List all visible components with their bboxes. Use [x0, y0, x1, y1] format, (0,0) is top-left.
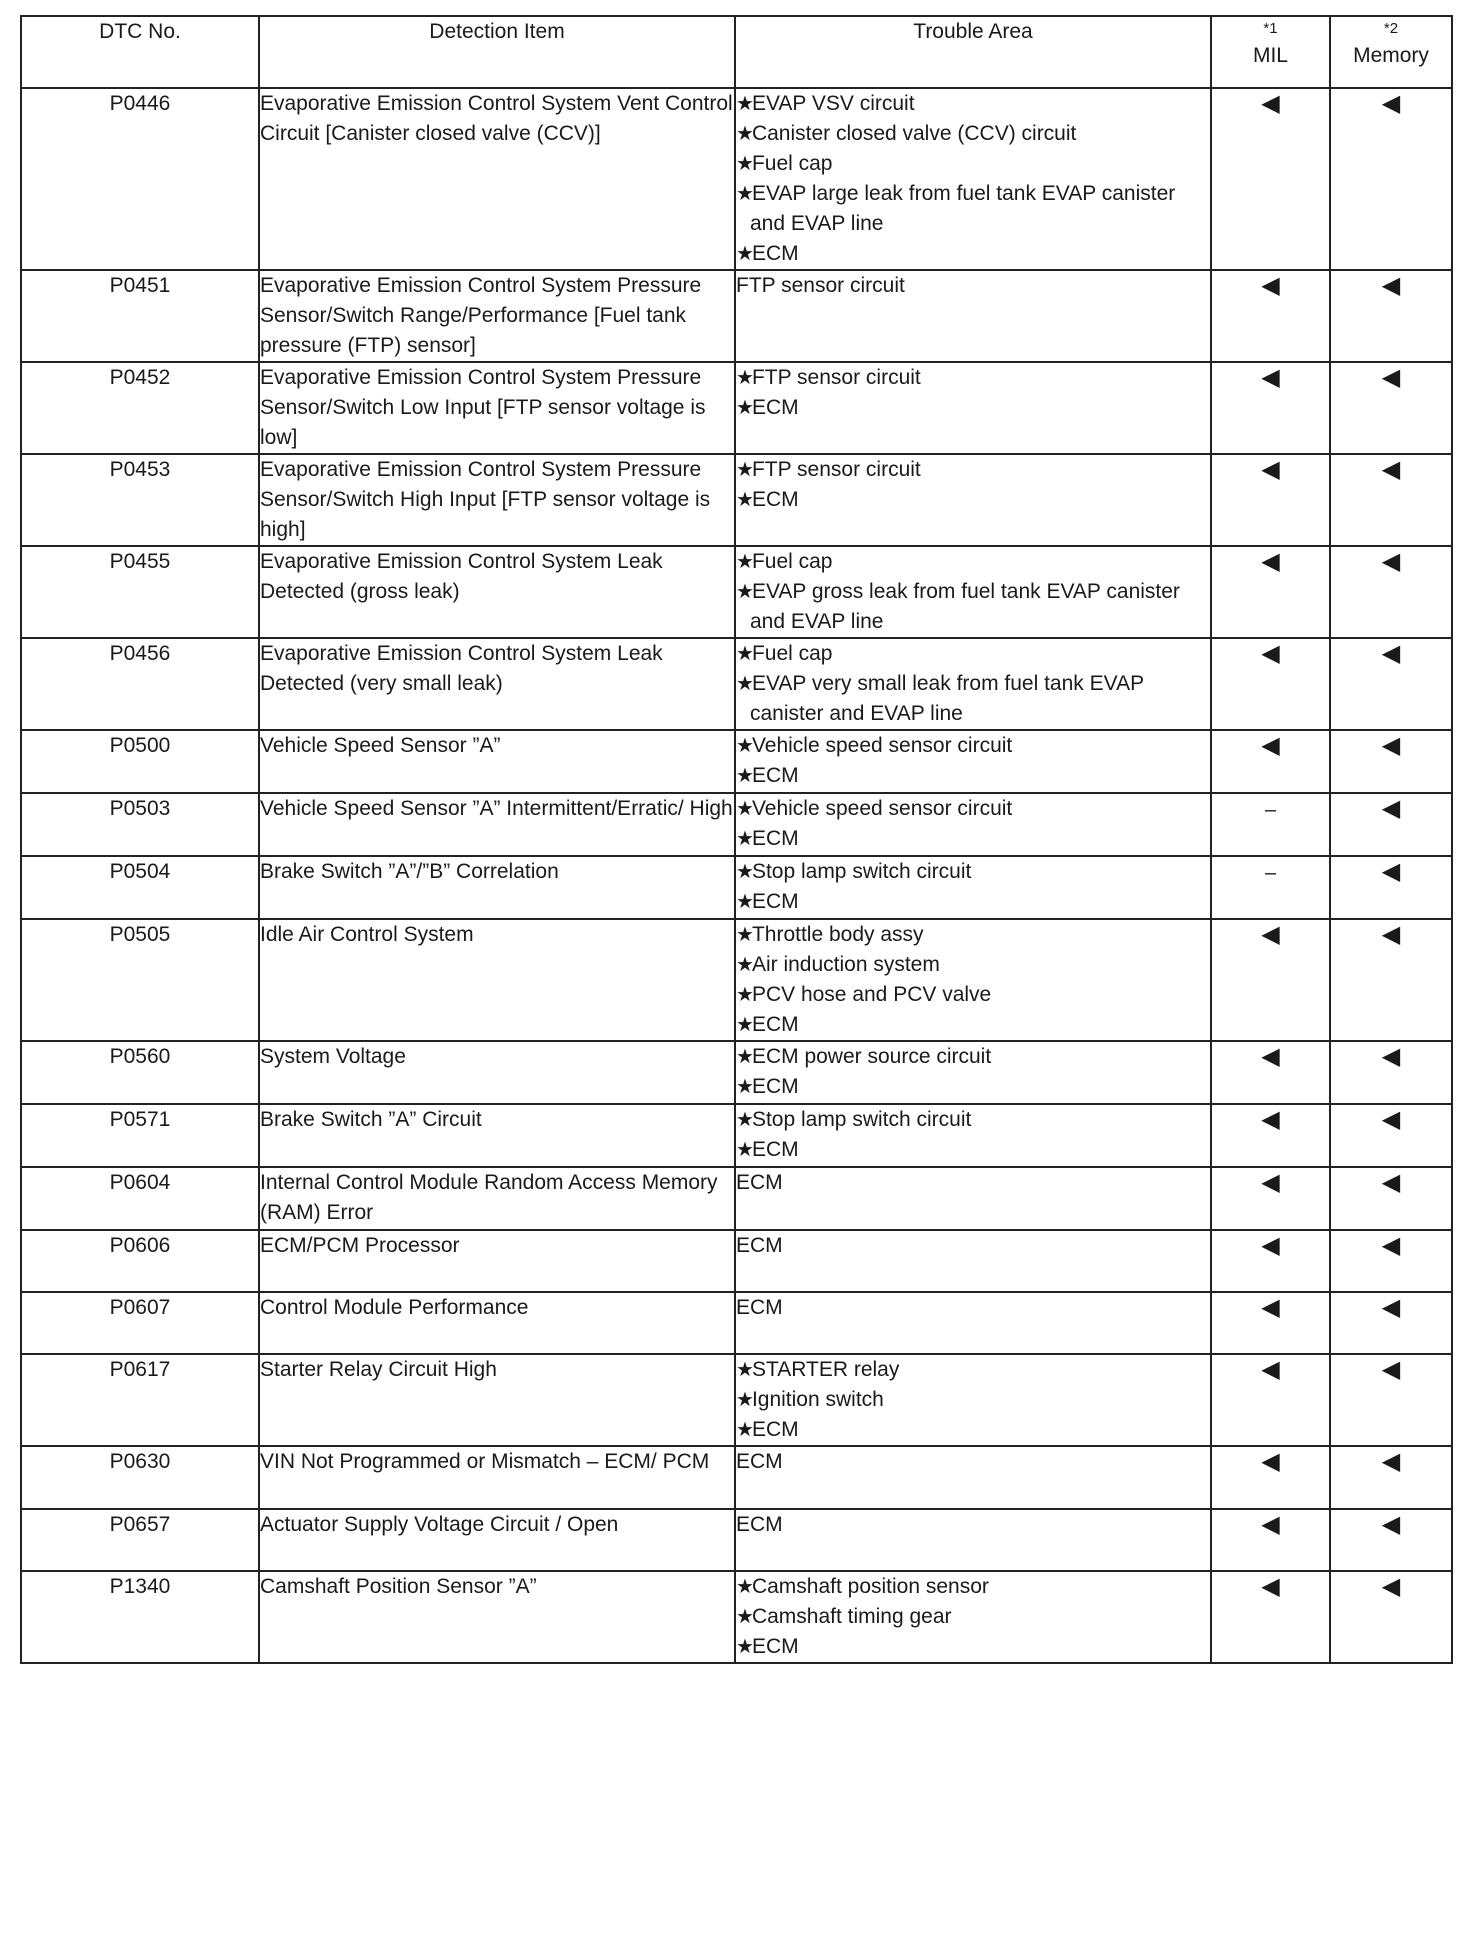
memory-indicator-icon [1330, 1292, 1452, 1354]
table-row [21, 919, 1452, 1041]
star-bullet-icon: ★ [736, 243, 750, 265]
trouble-area [735, 1571, 1211, 1663]
trouble-area-text: ECM [736, 1513, 783, 1536]
trouble-area-text: ECM [736, 1450, 783, 1473]
mil-indicator-icon [1211, 1446, 1330, 1509]
trouble-area [735, 1104, 1211, 1167]
memory-indicator-icon [1330, 1104, 1452, 1167]
table-row [21, 856, 1452, 919]
dtc-code: P0451 [21, 270, 259, 362]
left-triangle-icon: ◀ [1381, 1106, 1401, 1133]
trouble-area-item [736, 857, 1210, 887]
trouble-area [735, 856, 1211, 919]
trouble-area-text: FTP sensor circuit [736, 274, 905, 297]
trouble-area [735, 1292, 1211, 1354]
memory-indicator-icon [1330, 1509, 1452, 1571]
trouble-area-text: Air induction system [751, 953, 940, 976]
trouble-area-item [736, 271, 1210, 301]
memory-indicator-icon [1330, 1354, 1452, 1446]
trouble-area-text: ECM [751, 1013, 799, 1036]
mil-indicator-icon [1211, 1167, 1330, 1230]
memory-indicator-icon [1330, 730, 1452, 793]
trouble-area [735, 454, 1211, 546]
trouble-area-text: ECM [736, 1234, 783, 1257]
left-triangle-icon: ◀ [1381, 1294, 1401, 1321]
left-triangle-icon: ◀ [1261, 1169, 1280, 1196]
left-triangle-icon: ◀ [1261, 548, 1280, 575]
header-trouble-area: Trouble Area [735, 16, 1211, 88]
trouble-area-text: Ignition switch [751, 1388, 884, 1411]
mil-indicator-icon [1211, 1509, 1330, 1571]
table-row [21, 88, 1452, 270]
dtc-code: P0560 [21, 1041, 259, 1104]
trouble-area [735, 793, 1211, 856]
mil-indicator-icon [1211, 270, 1330, 362]
left-triangle-icon: ◀ [1261, 90, 1280, 117]
mil-indicator-icon [1211, 919, 1330, 1041]
left-triangle-icon: ◀ [1261, 732, 1280, 759]
table-row [21, 1509, 1452, 1571]
left-triangle-icon: ◀ [1381, 90, 1401, 117]
trouble-area-item [736, 1105, 1210, 1135]
memory-indicator-icon [1330, 1571, 1452, 1663]
star-bullet-icon: ★ [736, 735, 750, 757]
memory-indicator-icon [1330, 88, 1452, 270]
trouble-area-item [736, 1447, 1210, 1477]
left-triangle-icon: ◀ [1381, 1448, 1401, 1475]
trouble-area [735, 1509, 1211, 1571]
star-bullet-icon: ★ [736, 1606, 750, 1628]
left-triangle-icon: ◀ [1261, 1573, 1280, 1600]
detection-item: Brake Switch ”A”/”B” Correlation [259, 856, 735, 919]
memory-indicator-icon [1330, 1230, 1452, 1292]
trouble-area-text: ECM [751, 827, 799, 850]
star-bullet-icon: ★ [736, 1046, 750, 1068]
trouble-area-item [736, 1355, 1210, 1385]
detection-item: Vehicle Speed Sensor ”A” [259, 730, 735, 793]
star-bullet-icon: ★ [736, 397, 750, 419]
mil-indicator-icon [1211, 730, 1330, 793]
trouble-area-item [736, 363, 1210, 393]
dtc-code: P0453 [21, 454, 259, 546]
star-bullet-icon: ★ [736, 1419, 750, 1441]
table-body [21, 88, 1452, 1663]
trouble-area-text: Camshaft position sensor [751, 1575, 989, 1598]
trouble-area-text: ECM [751, 1075, 799, 1098]
trouble-area-text: ECM [751, 1138, 799, 1161]
star-bullet-icon: ★ [736, 1636, 750, 1658]
star-bullet-icon: ★ [736, 1076, 750, 1098]
mil-indicator-icon [1211, 88, 1330, 270]
star-bullet-icon: ★ [736, 93, 750, 115]
trouble-area-item [736, 887, 1210, 917]
trouble-area-item [736, 393, 1210, 423]
dtc-code: P0456 [21, 638, 259, 730]
mil-footnote-marker: *1 [1263, 20, 1278, 37]
memory-indicator-icon [1330, 454, 1452, 546]
left-triangle-icon: ◀ [1381, 456, 1401, 483]
trouble-area-text: ECM [751, 1635, 799, 1658]
star-bullet-icon: ★ [736, 183, 750, 205]
trouble-area-item [736, 669, 1210, 729]
left-triangle-icon: ◀ [1381, 1356, 1401, 1383]
mil-indicator-icon [1211, 1230, 1330, 1292]
trouble-area [735, 1041, 1211, 1104]
trouble-area-text: Vehicle speed sensor circuit [751, 734, 1013, 757]
mil-not-applicable-dash [1211, 793, 1330, 856]
trouble-area-item [736, 119, 1210, 149]
dtc-code: P0617 [21, 1354, 259, 1446]
trouble-area [735, 1446, 1211, 1509]
detection-item: ECM/PCM Processor [259, 1230, 735, 1292]
detection-item: Evaporative Emission Control System Pressure Sensor/Switch Range/Performance [Fuel tank pressure (FTP) sensor] [259, 270, 735, 362]
trouble-area-item [736, 731, 1210, 761]
trouble-area-item [736, 1572, 1210, 1602]
trouble-area [735, 1230, 1211, 1292]
trouble-area-item [736, 89, 1210, 119]
trouble-area [735, 1354, 1211, 1446]
memory-indicator-icon [1330, 793, 1452, 856]
trouble-area-item [736, 761, 1210, 791]
mil-indicator-icon [1211, 1292, 1330, 1354]
dtc-code: P0452 [21, 362, 259, 454]
trouble-area [735, 730, 1211, 793]
star-bullet-icon: ★ [736, 828, 750, 850]
trouble-area-item [736, 239, 1210, 269]
left-triangle-icon: ◀ [1381, 1511, 1401, 1538]
trouble-area-item [736, 920, 1210, 950]
header-detection-item: Detection Item [259, 16, 735, 88]
star-bullet-icon: ★ [736, 891, 750, 913]
header-mil [1211, 16, 1330, 88]
star-bullet-icon: ★ [736, 581, 750, 603]
left-triangle-icon: ◀ [1261, 364, 1280, 391]
dtc-table [20, 15, 1453, 1664]
mil-not-applicable-dash [1211, 856, 1330, 919]
star-bullet-icon: ★ [736, 798, 750, 820]
trouble-area-text: Fuel cap [751, 642, 833, 665]
trouble-area [735, 919, 1211, 1041]
table-row [21, 362, 1452, 454]
star-bullet-icon: ★ [736, 643, 750, 665]
trouble-area-item [736, 950, 1210, 980]
left-triangle-icon: ◀ [1381, 1043, 1401, 1070]
header-memory [1330, 16, 1452, 88]
trouble-area-item [736, 1135, 1210, 1165]
trouble-area-text: ECM [751, 396, 799, 419]
left-triangle-icon: ◀ [1261, 1294, 1280, 1321]
star-bullet-icon: ★ [736, 489, 750, 511]
star-bullet-icon: ★ [736, 861, 750, 883]
trouble-area-item [736, 149, 1210, 179]
star-bullet-icon: ★ [736, 1014, 750, 1036]
left-triangle-icon: ◀ [1381, 732, 1401, 759]
detection-item: Evaporative Emission Control System Leak Detected (gross leak) [259, 546, 735, 638]
memory-label: Memory [1353, 44, 1429, 67]
star-bullet-icon: ★ [736, 1576, 750, 1598]
trouble-area-item [736, 179, 1210, 239]
trouble-area-text: ECM [736, 1171, 783, 1194]
dtc-code: P0500 [21, 730, 259, 793]
left-triangle-icon: ◀ [1381, 795, 1401, 822]
memory-indicator-icon [1330, 546, 1452, 638]
mil-indicator-icon [1211, 546, 1330, 638]
memory-indicator-icon [1330, 362, 1452, 454]
trouble-area-text: STARTER relay [751, 1358, 900, 1381]
table-row [21, 546, 1452, 638]
table-row [21, 1041, 1452, 1104]
detection-item: Evaporative Emission Control System Leak Detected (very small leak) [259, 638, 735, 730]
star-bullet-icon: ★ [736, 1359, 750, 1381]
trouble-area-item [736, 639, 1210, 669]
left-triangle-icon: ◀ [1261, 272, 1280, 299]
dash-icon: – [1264, 862, 1277, 884]
trouble-area-text: PCV hose and PCV valve [751, 983, 992, 1006]
detection-item: Evaporative Emission Control System Vent Control Circuit [Canister closed valve (CCV)] [259, 88, 735, 270]
left-triangle-icon: ◀ [1261, 1356, 1280, 1383]
left-triangle-icon: ◀ [1261, 1511, 1280, 1538]
table-row [21, 1230, 1452, 1292]
star-bullet-icon: ★ [736, 673, 750, 695]
trouble-area-item [736, 1293, 1210, 1323]
mil-indicator-icon [1211, 1571, 1330, 1663]
star-bullet-icon: ★ [736, 153, 750, 175]
memory-indicator-icon [1330, 270, 1452, 362]
trouble-area-text: EVAP very small leak from fuel tank EVAP canister and EVAP line [750, 672, 1144, 725]
dash-icon: – [1264, 799, 1277, 821]
trouble-area-text: Camshaft timing gear [751, 1605, 952, 1628]
left-triangle-icon: ◀ [1261, 1106, 1280, 1133]
trouble-area-text: Vehicle speed sensor circuit [751, 797, 1013, 820]
trouble-area-text: EVAP large leak from fuel tank EVAP canister and EVAP line [750, 182, 1176, 235]
table-row [21, 1571, 1452, 1663]
memory-indicator-icon [1330, 919, 1452, 1041]
trouble-area-text: EVAP gross leak from fuel tank EVAP canister and EVAP line [750, 580, 1180, 633]
trouble-area-text: ECM [751, 764, 799, 787]
left-triangle-icon: ◀ [1381, 548, 1401, 575]
table-row [21, 1167, 1452, 1230]
left-triangle-icon: ◀ [1381, 1573, 1401, 1600]
trouble-area-item [736, 824, 1210, 854]
detection-item: VIN Not Programmed or Mismatch – ECM/ PCM [259, 1446, 735, 1509]
detection-item: Brake Switch ”A” Circuit [259, 1104, 735, 1167]
trouble-area-text: EVAP VSV circuit [751, 92, 915, 115]
table-row [21, 1104, 1452, 1167]
trouble-area-text: ECM power source circuit [751, 1045, 992, 1068]
left-triangle-icon: ◀ [1381, 921, 1401, 948]
trouble-area [735, 1167, 1211, 1230]
mil-indicator-icon [1211, 1041, 1330, 1104]
dtc-code: P0606 [21, 1230, 259, 1292]
trouble-area-item [736, 1385, 1210, 1415]
trouble-area-text: ECM [751, 1418, 799, 1441]
star-bullet-icon: ★ [736, 123, 750, 145]
star-bullet-icon: ★ [736, 765, 750, 787]
trouble-area-text: ECM [736, 1296, 783, 1319]
dtc-code: P0503 [21, 793, 259, 856]
left-triangle-icon: ◀ [1261, 1448, 1280, 1475]
trouble-area-text: ECM [751, 890, 799, 913]
mil-label: MIL [1252, 44, 1288, 67]
star-bullet-icon: ★ [736, 924, 750, 946]
trouble-area-item [736, 1510, 1210, 1540]
trouble-area-text: Stop lamp switch circuit [751, 1108, 972, 1131]
trouble-area-item [736, 794, 1210, 824]
detection-item: Starter Relay Circuit High [259, 1354, 735, 1446]
trouble-area-item [736, 577, 1210, 637]
table-header-row [21, 16, 1452, 88]
star-bullet-icon: ★ [736, 1389, 750, 1411]
table-row [21, 454, 1452, 546]
left-triangle-icon: ◀ [1381, 640, 1401, 667]
detection-item: System Voltage [259, 1041, 735, 1104]
detection-item: Camshaft Position Sensor ”A” [259, 1571, 735, 1663]
memory-footnote-marker: *2 [1383, 20, 1399, 37]
header-dtc-no: DTC No. [21, 16, 259, 88]
trouble-area-item [736, 980, 1210, 1010]
detection-item: Actuator Supply Voltage Circuit / Open [259, 1509, 735, 1571]
dtc-code: P0571 [21, 1104, 259, 1167]
trouble-area-item [736, 1042, 1210, 1072]
table-row [21, 638, 1452, 730]
trouble-area-item [736, 1632, 1210, 1662]
trouble-area-text: Canister closed valve (CCV) circuit [751, 122, 1077, 145]
detection-item: Evaporative Emission Control System Pressure Sensor/Switch Low Input [FTP sensor voltage is low] [259, 362, 735, 454]
star-bullet-icon: ★ [736, 1109, 750, 1131]
table-row [21, 1354, 1452, 1446]
dtc-code: P1340 [21, 1571, 259, 1663]
table-row [21, 270, 1452, 362]
trouble-area-text: Fuel cap [751, 550, 833, 573]
memory-indicator-icon [1330, 1041, 1452, 1104]
table-row [21, 1292, 1452, 1354]
trouble-area [735, 638, 1211, 730]
left-triangle-icon: ◀ [1381, 1232, 1401, 1259]
trouble-area-item [736, 485, 1210, 515]
left-triangle-icon: ◀ [1381, 1169, 1401, 1196]
star-bullet-icon: ★ [736, 954, 750, 976]
star-bullet-icon: ★ [736, 367, 750, 389]
detection-item: Internal Control Module Random Access Memory (RAM) Error [259, 1167, 735, 1230]
star-bullet-icon: ★ [736, 551, 750, 573]
trouble-area-text: ECM [751, 488, 799, 511]
left-triangle-icon: ◀ [1261, 1043, 1280, 1070]
trouble-area-item [736, 1072, 1210, 1102]
dtc-code: P0446 [21, 88, 259, 270]
star-bullet-icon: ★ [736, 1139, 750, 1161]
left-triangle-icon: ◀ [1381, 364, 1401, 391]
dtc-code: P0630 [21, 1446, 259, 1509]
dtc-code: P0604 [21, 1167, 259, 1230]
left-triangle-icon: ◀ [1261, 921, 1280, 948]
left-triangle-icon: ◀ [1261, 1232, 1280, 1259]
detection-item: Idle Air Control System [259, 919, 735, 1041]
star-bullet-icon: ★ [736, 984, 750, 1006]
trouble-area-item [736, 1168, 1210, 1198]
trouble-area-text: ECM [751, 242, 799, 265]
left-triangle-icon: ◀ [1381, 272, 1401, 299]
dtc-code: P0657 [21, 1509, 259, 1571]
memory-indicator-icon [1330, 1446, 1452, 1509]
table-row [21, 730, 1452, 793]
trouble-area-item [736, 1415, 1210, 1445]
mil-indicator-icon [1211, 1354, 1330, 1446]
memory-indicator-icon [1330, 638, 1452, 730]
dtc-code: P0504 [21, 856, 259, 919]
trouble-area [735, 362, 1211, 454]
table-row [21, 1446, 1452, 1509]
detection-item: Control Module Performance [259, 1292, 735, 1354]
trouble-area [735, 88, 1211, 270]
trouble-area-text: Throttle body assy [751, 923, 924, 946]
memory-indicator-icon [1330, 1167, 1452, 1230]
trouble-area-item [736, 1602, 1210, 1632]
dtc-code: P0505 [21, 919, 259, 1041]
trouble-area-text: Fuel cap [751, 152, 833, 175]
memory-indicator-icon [1330, 856, 1452, 919]
left-triangle-icon: ◀ [1261, 456, 1280, 483]
trouble-area-item [736, 455, 1210, 485]
mil-indicator-icon [1211, 454, 1330, 546]
trouble-area-item [736, 547, 1210, 577]
star-bullet-icon: ★ [736, 459, 750, 481]
trouble-area-item [736, 1010, 1210, 1040]
mil-indicator-icon [1211, 638, 1330, 730]
trouble-area-text: FTP sensor circuit [751, 366, 921, 389]
trouble-area-text: Stop lamp switch circuit [751, 860, 972, 883]
left-triangle-icon: ◀ [1381, 858, 1401, 885]
table-row [21, 793, 1452, 856]
detection-item: Vehicle Speed Sensor ”A” Intermittent/Erratic/ High [259, 793, 735, 856]
dtc-code: P0607 [21, 1292, 259, 1354]
trouble-area [735, 546, 1211, 638]
trouble-area-text: FTP sensor circuit [751, 458, 921, 481]
dtc-code: P0455 [21, 546, 259, 638]
mil-indicator-icon [1211, 1104, 1330, 1167]
mil-indicator-icon [1211, 362, 1330, 454]
left-triangle-icon: ◀ [1261, 640, 1280, 667]
trouble-area [735, 270, 1211, 362]
trouble-area-item [736, 1231, 1210, 1261]
detection-item: Evaporative Emission Control System Pressure Sensor/Switch High Input [FTP sensor voltage is high] [259, 454, 735, 546]
